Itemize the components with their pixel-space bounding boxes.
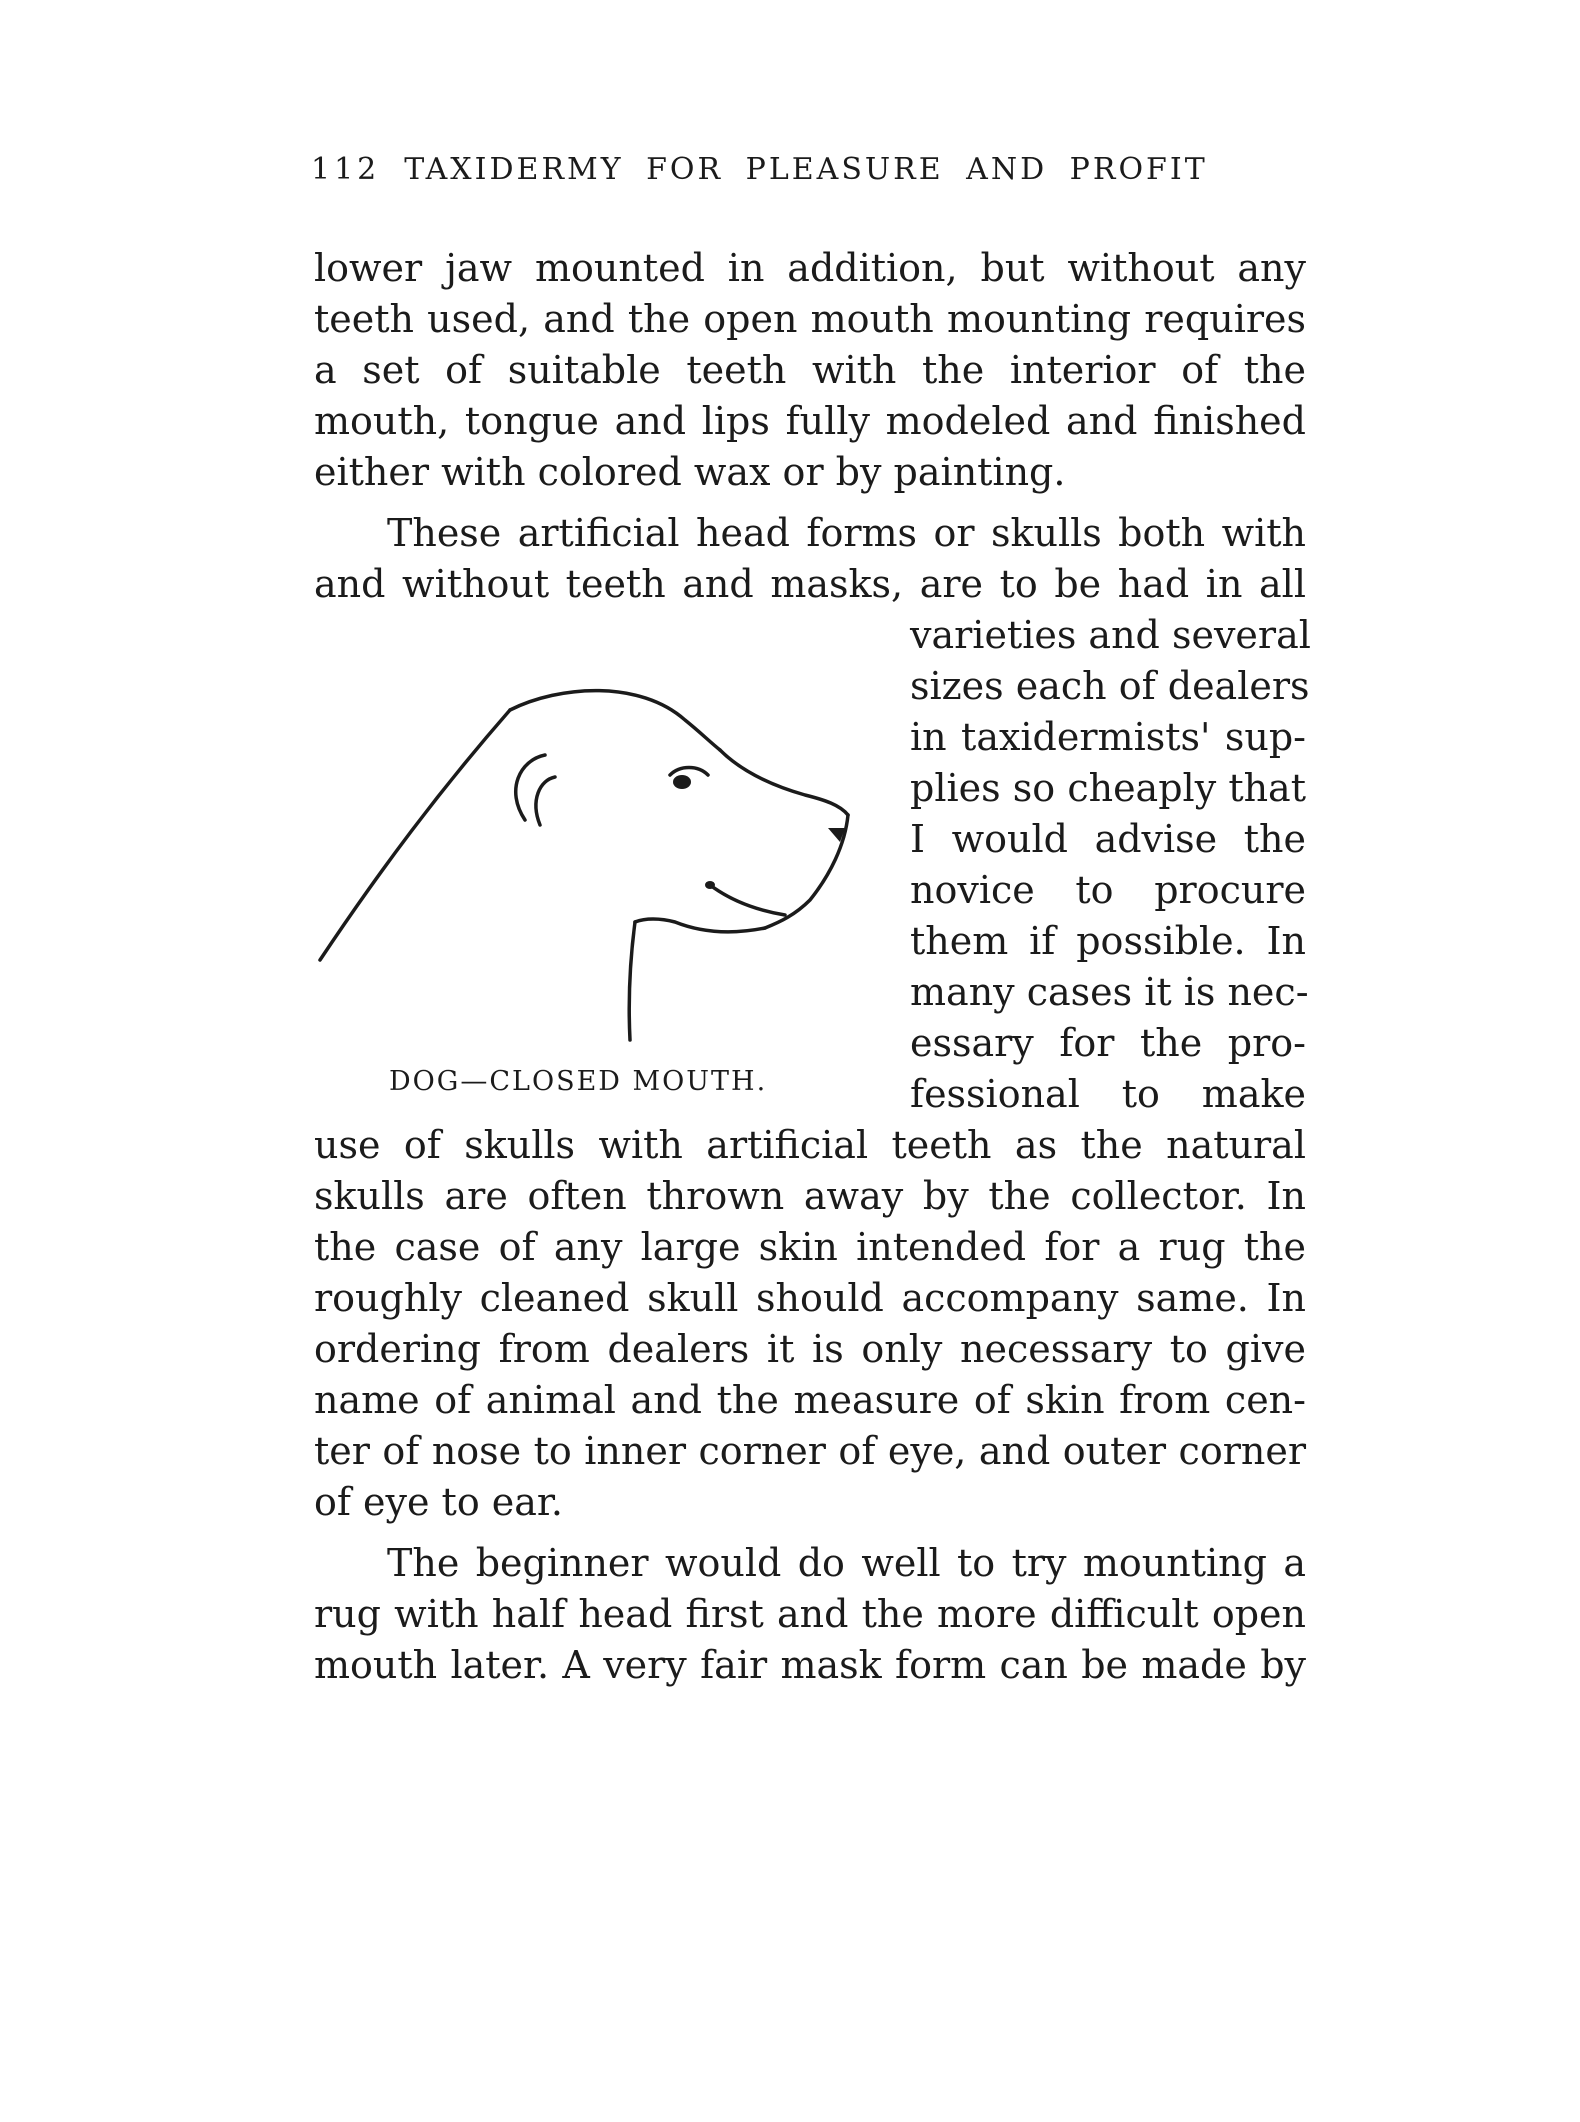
eye-brow-icon [670,768,708,776]
figure-caption: DOG—CLOSED MOUTH. [389,1066,768,1097]
text-line: them if possible. In [910,919,1306,963]
dog-head-illustration [300,660,880,1090]
text-line: novice to procure [910,868,1306,912]
neck-front-line [629,922,635,1040]
text-line: These artificial head forms or skulls both with [387,511,1306,555]
skull-line [510,691,720,750]
text-line: the case of any large skin intended for a rug the [314,1225,1306,1269]
text-line: roughly cleaned skull should accompany same. In [314,1276,1306,1320]
text-line: mouth later. A very fair mask form can be made by [314,1643,1306,1687]
text-line: a set of suitable teeth with the interior of the [314,348,1306,392]
text-line: varieties and several [910,613,1311,657]
text-line: lower jaw mounted in addition, but without any [314,246,1306,290]
text-line: mouth, tongue and lips fully modeled and finished [314,399,1306,443]
running-header [311,152,1208,187]
text-line: many cases it is nec- [910,970,1309,1014]
text-line: fessional to make [910,1072,1306,1116]
mouth-corner-icon [705,881,715,889]
text-line: name of animal and the measure of skin from cen- [314,1378,1306,1422]
muzzle-line [720,750,848,815]
running-title: TAXIDERMY FOR PLEASURE AND PROFIT [404,152,1208,187]
mouth-line [710,885,785,915]
page-number: 112 [311,152,381,187]
text-line: ter of nose to inner corner of eye, and outer corner [314,1429,1306,1473]
text-line: skulls are often thrown away by the collector. In [314,1174,1306,1218]
eye-icon [673,775,691,789]
text-line: teeth used, and the open mouth mounting requires [314,297,1306,341]
text-line: ordering from dealers it is only necessary to give [314,1327,1306,1371]
text-line: either with colored wax or by painting. [314,450,1066,494]
text-line: plies so cheaply that [910,766,1306,810]
ear-inner-line [536,777,555,825]
text-line: in taxidermists' sup- [910,715,1306,759]
neck-line [320,710,510,960]
throat-line [635,919,765,932]
text-line: essary for the pro- [910,1021,1306,1065]
text-line: and without teeth and masks, are to be had in all [314,562,1306,606]
text-line: The beginner would do well to try mounting a [387,1541,1306,1585]
text-line: sizes each of dealers [910,664,1310,708]
text-line: I would advise the [910,817,1306,861]
text-line: rug with half head first and the more difficult open [314,1592,1306,1636]
text-line: use of skulls with artificial teeth as the natural [314,1123,1306,1167]
text-line: of eye to ear. [314,1480,563,1524]
